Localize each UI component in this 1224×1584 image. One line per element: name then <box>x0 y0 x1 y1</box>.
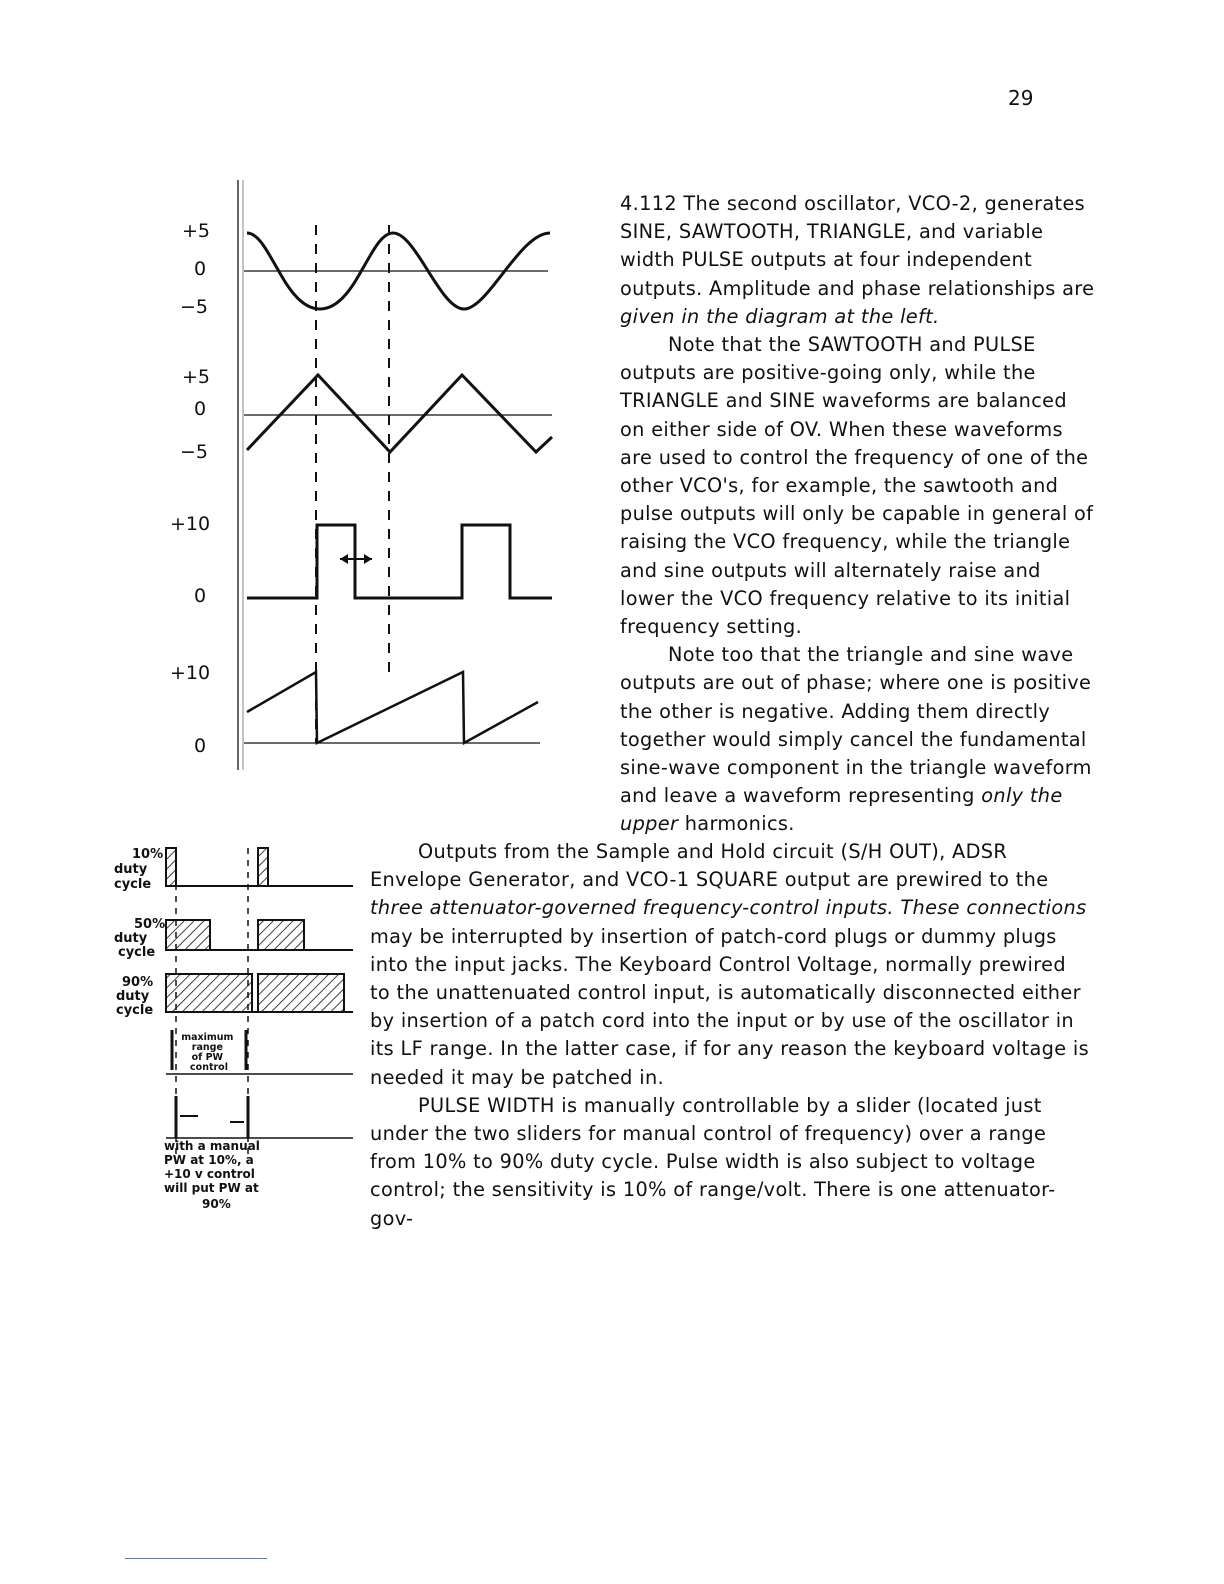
paragraph-prewired-inputs-italic: three attenuator-governed frequency-control inputs. These connections <box>370 896 1087 920</box>
sawtooth-wave <box>247 672 538 743</box>
paragraph-4-112-text: 4.112 The second oscillator, VCO-2, generates SINE, SAWTOOTH, TRIANGLE, and variable width PULSE outputs at four independent outputs. Amplitude and phase relationships are <box>620 192 1095 300</box>
duty-90-label: 90% duty cycle <box>116 975 154 1018</box>
sine-label-minus5: −5 <box>180 296 209 318</box>
duty-90-pulse-1 <box>166 974 252 1012</box>
sawtooth-label-plus10: +10 <box>170 662 211 684</box>
sine-label-zero: 0 <box>194 258 207 280</box>
wide-column-text <box>370 838 1090 1233</box>
footnote-rule <box>125 1558 267 1559</box>
duty-90-pulse-2 <box>258 974 344 1012</box>
duty-cycle-diagram <box>108 838 363 1218</box>
paragraph-4-112 <box>620 190 1096 331</box>
duty-10-pulse-2 <box>258 848 268 886</box>
paragraph-sawtooth-pulse-note: Note that the SAWTOOTH and PULSE outputs are positive-going only, while the TRIANGLE and SINE waveforms are balanced on either side of OV. When these waveforms are used to control the frequency of one of the other VCO's, for example, the sawtooth and pulse outputs will only be capable in general of raising the VCO frequency, while the triangle and sine outputs will alternately raise and lower the VCO frequency relative to its initial frequency setting. <box>620 333 1094 639</box>
max-range-label: maximum range of PW control <box>181 1032 234 1073</box>
paragraph-pulse-width: PULSE WIDTH is manually controllable by a slider (located just under the two sliders for manual control of frequency) over a range from 10% to 90% duty cycle. Pulse width is also subject to voltage control; the sensitivity is 10% of range/volt. There is one attenuator-gov- <box>370 1093 1056 1230</box>
pulse-label-zero: 0 <box>194 585 207 607</box>
arrow-right-icon <box>364 554 372 564</box>
paragraph-4-112-italic: given in the diagram at the left. <box>620 304 940 328</box>
paragraph-prewired-inputs <box>370 838 1090 1092</box>
duty-10-label: 10% duty cycle <box>114 847 164 892</box>
sawtooth-label-zero: 0 <box>194 735 207 757</box>
duty-10-pulse-1 <box>166 848 176 886</box>
duty-50-pulse-1 <box>166 920 210 950</box>
paragraph-phase-note-end: harmonics. <box>678 812 795 836</box>
triangle-label-minus5: −5 <box>180 441 209 463</box>
paragraph-phase-note-italic: only the upper <box>620 784 1063 836</box>
triangle-label-plus5: +5 <box>182 366 211 388</box>
page-number: 29 <box>1008 86 1034 110</box>
pulse-wave <box>247 525 552 598</box>
arrow-left-icon <box>340 554 348 564</box>
paragraph-prewired-inputs-end: may be interrupted by insertion of patch-cord plugs or dummy plugs into the input jacks. The Keyboard Control Voltage, normally prewired to the unattenuated control input, is automatically disconnected either by insertion of a patch cord into the input or by use of the oscillator in its LF range. In the latter case, if for any reason the keyboard voltage is needed it may be patched in. <box>370 924 1089 1089</box>
right-column-text <box>620 190 1096 839</box>
triangle-wave <box>247 375 552 452</box>
duty-50-pulse-2 <box>258 920 304 950</box>
paragraph-phase-note-text: Note too that the triangle and sine wave outputs are out of phase; where one is positive the other is negative. Adding them directly together would simply cancel the fundamental sine-wave component in the triangle waveform and leave a waveform representing <box>620 643 1092 808</box>
triangle-label-zero: 0 <box>194 398 207 420</box>
duty-50-label: 50% duty cycle <box>114 917 166 960</box>
sine-label-plus5: +5 <box>182 220 211 242</box>
paragraph-prewired-inputs-text: Outputs from the Sample and Hold circuit (S/H OUT), ADSR Envelope Generator, and VCO-1 SQUARE output are prewired to the <box>370 840 1049 892</box>
manual-pw-note: with a manual PW at 10%, a +10 v control will put PW at 90% <box>164 1139 260 1211</box>
paragraph-phase-note <box>620 641 1096 838</box>
pulse-label-plus10: +10 <box>170 513 211 535</box>
waveform-diagram <box>150 175 570 775</box>
